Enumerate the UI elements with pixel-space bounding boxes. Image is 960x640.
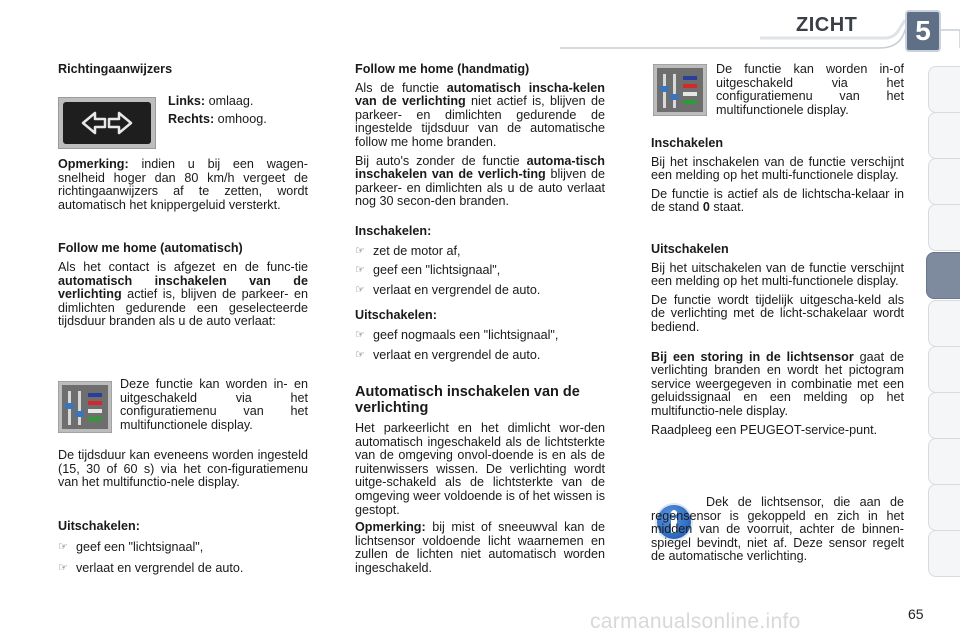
list-item: ☞ verlaat en vergrendel de auto.	[355, 347, 541, 362]
chapter-tab[interactable]	[928, 438, 960, 485]
page-header	[0, 0, 960, 50]
fmh-auto-bold: automatisch inschakelen van de verlichting	[58, 273, 308, 302]
fmh-auto-heading: Follow me home (automatisch)	[58, 241, 243, 256]
fmh-auto-text2: actief is, blijven de parkeer- en dimlichten gedurende een geselecteerde tijdsduur branden als u de auto verlaat:	[58, 287, 308, 329]
fmh-auto-text: Als het contact is afgezet en de func-tie	[58, 259, 308, 274]
col1-text-block	[58, 158, 308, 329]
pointer-hand-icon: ☞	[58, 541, 68, 554]
opmerking-label: Opmerking:	[58, 157, 129, 171]
fmh-manual-heading: Follow me home (handmatig)	[355, 62, 530, 76]
pointer-hand-icon: ☞	[355, 348, 365, 361]
pointer-hand-icon: ☞	[355, 328, 365, 341]
pointer-hand-icon: ☞	[355, 244, 365, 257]
chapter-tab[interactable]	[928, 484, 960, 531]
uitschakelen-heading-col3: Uitschakelen	[651, 241, 729, 256]
auto-lighting-heading: Automatisch inschakelen van de verlichting	[355, 384, 580, 417]
turn-signals-heading: Richtingaanwijzers	[58, 62, 173, 76]
inschakelen-heading-col3: Inschakelen	[651, 136, 724, 150]
signal-directions	[168, 95, 308, 126]
opmerking-label-col2: Opmerking:	[355, 520, 426, 535]
inschakelen-heading-col2: Inschakelen:	[355, 223, 432, 238]
storing-label: Bij een storing in de lichtsensor	[651, 349, 854, 364]
auto-lighting-text: Het parkeerlicht en het dimlicht wor-den automatisch ingeschakeld als de lichtsterkte van de omgeving onvol-doende is en als de ruitenwissers wissen. De verlichting wordt uitge-schakeld als de lichtsterkte van de omgeving weer voldoende is of het wissen is gestopt.	[355, 421, 605, 517]
links-label: Links:	[168, 94, 206, 108]
list-item: ☞ geef een "lichtsignaal",	[355, 263, 501, 278]
list-item: ☞ zet de motor af,	[355, 243, 461, 258]
info-note-block	[651, 496, 904, 564]
list-item: ☞ geef een "lichtsignaal",	[58, 540, 204, 555]
chapter-tab[interactable]	[928, 300, 960, 347]
page-number: 65	[908, 606, 924, 622]
duration-text: De tijdsduur kan eveneens worden ingesteld (15, 30 of 60 s) via het con-figuratiemenu van het multifunctio-nele display.	[58, 448, 308, 490]
column-3: Inschakelen Bij het inschakelen van de functie verschijnt een melding op het multi-functionele display. De functie is actief als de lichtscha-kelaar in de stand 0 staat. Uitschakelen Bij het uitschakelen van de functie verschijnt een melding op het multi-functionele display. De functie wordt tijdelijk uitgescha-keld als de verlichting met de licht-schakelaar wordt bediend. Bij een storing in de lichtsensor gaat de verlichting branden en wordt het pictogram service weergegeven in combinatie met een geluidssignaal en een melding op het multifunctio-nele display. Raadpleeg een PEUGEOT-service-punt.	[651, 136, 904, 437]
chapter-tab[interactable]	[928, 66, 960, 113]
chapter-tab[interactable]	[928, 346, 960, 393]
col1-duration-block	[58, 449, 308, 576]
chapter-tab[interactable]	[928, 204, 960, 251]
rechts-text: omhoog.	[214, 111, 267, 126]
pointer-hand-icon: ☞	[58, 561, 68, 574]
opmerking-text: indien u bij een wagen-snelheid hoger dan 80 km/h vergeet de richtingaanwijzers af te zetten, wordt automatisch het knippergeluid versterkt.	[58, 157, 308, 212]
chapter-number-badge: 5	[905, 10, 941, 52]
list-item: ☞ geef nogmaals een "lichtsignaal",	[355, 327, 559, 342]
list-item: ☞ verlaat en vergrendel de auto.	[355, 282, 541, 297]
uitschakelen-heading-col1: Uitschakelen:	[58, 518, 140, 533]
chapter-tab[interactable]	[928, 112, 960, 159]
col1-config-note: Deze functie kan worden in- en uitgeschakeld via het configuratiemenu van het multifunctionele display.	[120, 377, 308, 432]
pointer-hand-icon: ☞	[355, 264, 365, 277]
list-item: ☞ verlaat en vergrendel de auto.	[58, 560, 244, 575]
chapter-tab-strip	[926, 66, 960, 576]
chapter-tab-active[interactable]	[926, 252, 960, 299]
config-menu-icon	[58, 381, 112, 433]
turn-signal-arrows-icon	[63, 102, 151, 144]
col3-config-note: De functie kan worden in-of uitgeschakeld via het configuratiemenu van het multifunctionele display.	[716, 62, 904, 117]
config-menu-icon	[653, 64, 707, 116]
rechts-label: Rechts:	[168, 111, 215, 126]
uitschakelen-heading-col2: Uitschakelen:	[355, 308, 437, 323]
chapter-tab[interactable]	[928, 158, 960, 205]
chapter-tab[interactable]	[928, 530, 960, 577]
turn-signal-image	[58, 97, 156, 149]
info-note-text: Dek de lichtsensor, die aan de regensensor is gekoppeld en zich in het midden van de voorruit, achter de binnen-spiegel bevindt, niet af. Deze sensor regelt de automatische verlichting.	[651, 495, 904, 564]
column-1	[58, 63, 308, 77]
column-2: Follow me home (handmatig) Als de functie automatisch inscha-kelen van de verlichting niet actief is, blijven de parkeer- en dimlichten gedurende de ingestelde tijdsduur van de automatische follow me home branden. Bij auto's zonder de functie automa-tisch inschakelen van de verlich-ting blijven de parkeer- en dimlichten als u de auto verlaat nog 30 secon-den branden. Inschakelen: ☞ zet de motor af, ☞ geef een "lichtsignaal", ☞ verlaat en vergrendel de auto. Uitschakelen: ☞ geef nogmaals een "lichtsignaal", ☞ verlaat en vergrendel de auto. Automatisch inschakelen van de verlichting Het parkeerlicht en het dimlicht wor-den automatisch ingeschakeld als de lichtsterkte van de omgeving onvol-doende is en als de ruitenwissers wissen. De verlichting wordt uitge-schakeld als de lichtsterkte van de omgeving weer voldoende is of het wissen is gestopt. Opmerking: bij mist of sneeuwval kan de lichtsensor voldoende licht waarnemen en zullen de lichten niet automatisch worden ingeschakeld.	[355, 62, 605, 576]
links-text: omlaag.	[205, 94, 254, 108]
chapter-tab[interactable]	[928, 392, 960, 439]
section-title: ZICHT	[796, 14, 858, 36]
pointer-hand-icon: ☞	[355, 283, 365, 296]
watermark: carmanualsonline.info	[590, 610, 801, 633]
